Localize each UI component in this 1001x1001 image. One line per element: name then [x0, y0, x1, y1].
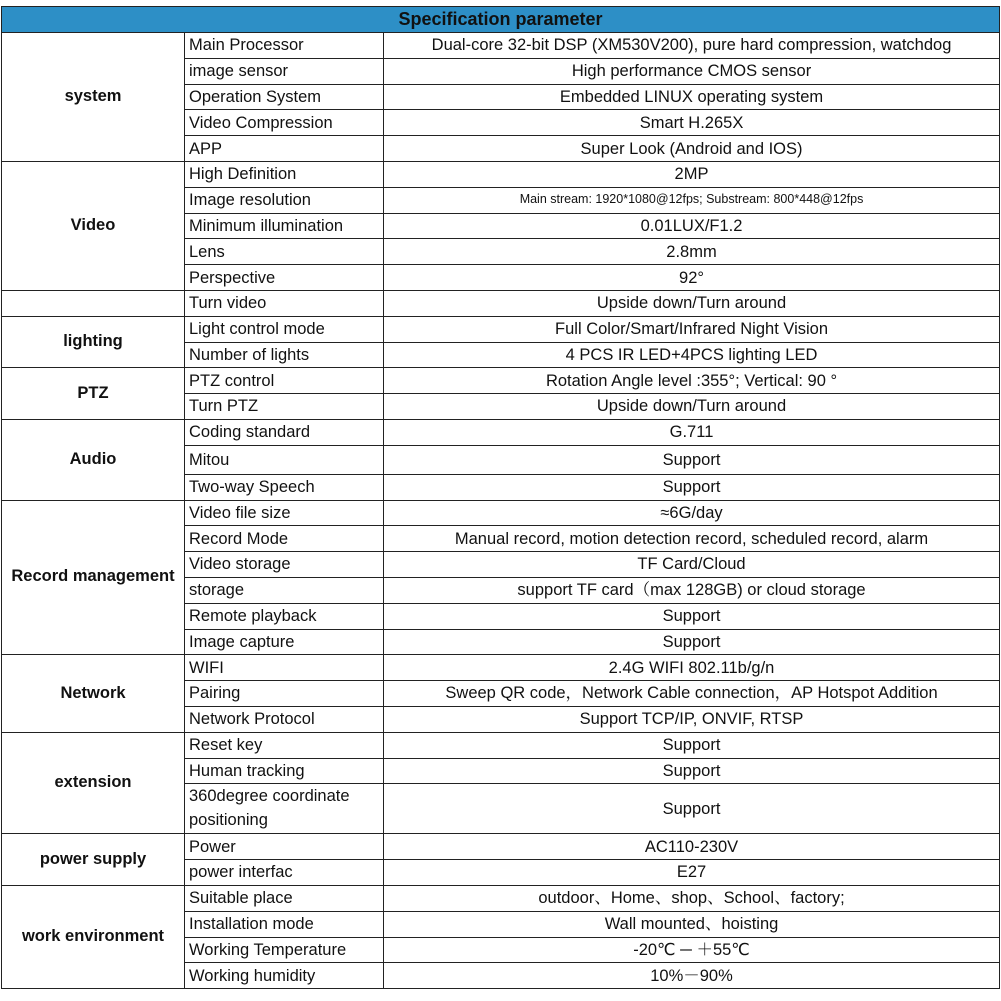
param-cell: PTZ control — [185, 368, 384, 394]
value-cell: G.711 — [384, 419, 1000, 445]
value-cell: 2MP — [384, 161, 1000, 187]
param-cell: Main Processor — [185, 33, 384, 59]
category-cell: system — [2, 33, 185, 162]
param-cell: Image capture — [185, 629, 384, 655]
spec-row — [2, 161, 1000, 187]
value-cell: 2.4G WIFI 802.11b/g/n — [384, 655, 1000, 681]
param-cell: Working humidity — [185, 963, 384, 989]
param-cell: Working Temperature — [185, 937, 384, 963]
value-cell: AC110-230V — [384, 834, 1000, 860]
param-cell: Turn PTZ — [185, 394, 384, 420]
param-cell: Video Compression — [185, 110, 384, 136]
param-cell: Video storage — [185, 552, 384, 578]
param-cell: Turn video — [185, 290, 384, 316]
category-cell: Network — [2, 655, 185, 732]
value-cell: E27 — [384, 860, 1000, 886]
param-cell: Remote playback — [185, 603, 384, 629]
param-cell: Operation System — [185, 84, 384, 110]
spec-row — [2, 732, 1000, 758]
param-cell: image sensor — [185, 58, 384, 84]
param-cell: Installation mode — [185, 911, 384, 937]
param-cell: Number of lights — [185, 342, 384, 368]
category-cell: Video — [2, 161, 185, 290]
value-cell: Support — [384, 603, 1000, 629]
param-cell: APP — [185, 136, 384, 162]
value-cell: 92° — [384, 265, 1000, 291]
value-cell: 4 PCS IR LED+4PCS lighting LED — [384, 342, 1000, 368]
spec-row — [2, 316, 1000, 342]
param-cell: Image resolution — [185, 187, 384, 213]
param-cell: power interfac — [185, 860, 384, 886]
value-cell: Support TCP/IP, ONVIF, RTSP — [384, 706, 1000, 732]
category-cell: lighting — [2, 316, 185, 368]
spec-row — [2, 834, 1000, 860]
value-cell: -20℃ ─ ＋55℃ — [384, 937, 1000, 963]
value-cell: outdoor、Home、shop、School、factory; — [384, 885, 1000, 911]
value-cell: Support — [384, 629, 1000, 655]
category-cell: extension — [2, 732, 185, 834]
param-cell: Video file size — [185, 500, 384, 526]
spec-row — [2, 885, 1000, 911]
param-cell: Power — [185, 834, 384, 860]
param-cell: Coding standard — [185, 419, 384, 445]
value-cell: Upside down/Turn around — [384, 394, 1000, 420]
spec-table — [1, 6, 1000, 989]
param-cell: Suitable place — [185, 885, 384, 911]
param-cell: Record Mode — [185, 526, 384, 552]
value-cell: TF Card/Cloud — [384, 552, 1000, 578]
spec-row — [2, 33, 1000, 59]
category-cell: power supply — [2, 834, 185, 886]
param-cell: Two-way Speech — [185, 474, 384, 500]
value-cell: Rotation Angle level :355°; Vertical: 90 ° — [384, 368, 1000, 394]
value-cell: Super Look (Android and IOS) — [384, 136, 1000, 162]
value-cell: 10%－90% — [384, 963, 1000, 989]
param-cell: Minimum illumination — [185, 213, 384, 239]
param-cell: Light control mode — [185, 316, 384, 342]
spec-body — [2, 33, 1000, 989]
spec-row — [2, 368, 1000, 394]
category-cell — [2, 290, 185, 316]
spec-row — [2, 290, 1000, 316]
value-cell: Support — [384, 445, 1000, 474]
param-cell: Lens — [185, 239, 384, 265]
value-cell: Upside down/Turn around — [384, 290, 1000, 316]
value-cell: Sweep QR code，Network Cable connection，AP Hotspot Addition — [384, 681, 1000, 707]
value-cell: Main stream: 1920*1080@12fps; Substream: 800*448@12fps — [384, 187, 1000, 213]
param-cell: Human tracking — [185, 758, 384, 784]
param-cell: Network Protocol — [185, 706, 384, 732]
value-cell: Dual-core 32-bit DSP (XM530V200), pure hard compression, watchdog — [384, 33, 1000, 59]
spec-title: Specification parameter — [2, 7, 1000, 33]
value-cell: ≈6G/day — [384, 500, 1000, 526]
value-cell: Manual record, motion detection record, scheduled record, alarm — [384, 526, 1000, 552]
category-cell: Record management — [2, 500, 185, 655]
value-cell: 2.8mm — [384, 239, 1000, 265]
param-cell: storage — [185, 577, 384, 603]
value-cell: Support — [384, 732, 1000, 758]
value-cell: 0.01LUX/F1.2 — [384, 213, 1000, 239]
spec-row — [2, 500, 1000, 526]
param-cell: Reset key — [185, 732, 384, 758]
category-cell: Audio — [2, 419, 185, 500]
value-cell: support TF card（max 128GB) or cloud storage — [384, 577, 1000, 603]
value-cell: Support — [384, 758, 1000, 784]
param-cell: High Definition — [185, 161, 384, 187]
param-cell: Perspective — [185, 265, 384, 291]
spec-row — [2, 655, 1000, 681]
category-cell: work environment — [2, 885, 185, 988]
value-cell: Smart H.265X — [384, 110, 1000, 136]
param-cell: 360degree coordinate positioning — [185, 784, 384, 834]
value-cell: Wall mounted、hoisting — [384, 911, 1000, 937]
category-cell: PTZ — [2, 368, 185, 420]
spec-row — [2, 419, 1000, 445]
param-cell: Mitou — [185, 445, 384, 474]
param-cell: WIFI — [185, 655, 384, 681]
param-cell: Pairing — [185, 681, 384, 707]
value-cell: Support — [384, 784, 1000, 834]
value-cell: Embedded LINUX operating system — [384, 84, 1000, 110]
value-cell: High performance CMOS sensor — [384, 58, 1000, 84]
value-cell: Support — [384, 474, 1000, 500]
value-cell: Full Color/Smart/Infrared Night Vision — [384, 316, 1000, 342]
